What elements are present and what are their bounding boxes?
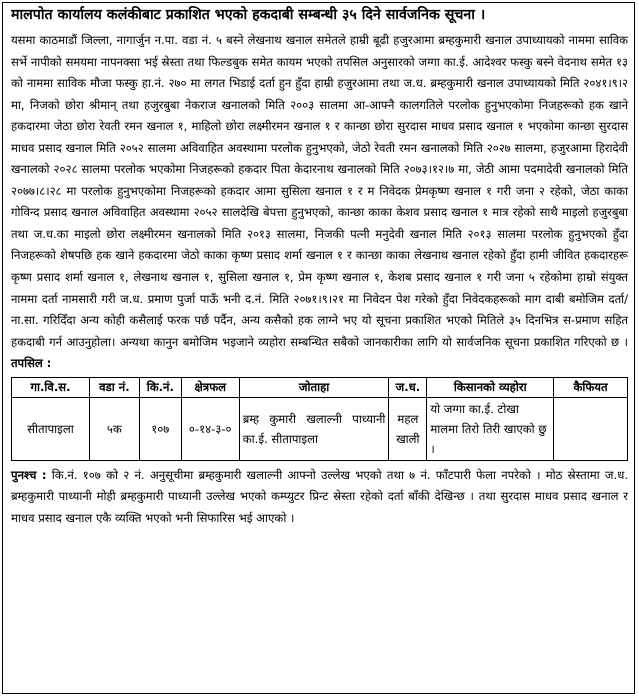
col-header-jadha: ज.ध. xyxy=(389,377,427,397)
cell-kisan: यो जग्गा का.ई. टोखा मालमा तिरो तिरी खाएको छु । xyxy=(427,397,554,460)
cell-gavisa: सीतापाइला xyxy=(12,397,90,460)
tapasil-label: तपसिल : xyxy=(11,356,52,371)
cell-jotaha: ब्रम्ह कुमारी खलाल्नी पाध्यानी का.ई. सीतापाइला xyxy=(239,397,389,460)
col-header-gavisa: गा.वि.स. xyxy=(12,377,90,397)
notice-body-text: यसमा काठमाडौं जिल्ला, नागार्जुन न.पा. वडा नं. ५ बस्ने लेखनाथ खनाल समेतले हाम्री बूढी हजुरआमा ब्रम्हकुमारी खनाल उपाध्यायको नाममा साविक सर्भे नापीको समयमा नापनक्सा भई स्रेस्ता तथा फिल्डबुक समेत कायम भएको तपसिल अनुसारको जग्गा का.ई. आदेश्वर फस्कु बस्ने वेदनाथ समेत १३ को नाममा साविक मौजा फस्कु हा.नं. २७० मा लगत भिडाई दर्ता हुन हुँदा हाम्री हजुरआमा तथा ज.ध. ब्रम्हकुमारी खनाल उपाध्यायको मिति २०४१।९।२ मा, निजको छोरा श्रीमान् तथा हजुरबुबा नेकराज खनालको मिति २००३ सालमा आ-आफ्नै कालगतिले परलोक हुनुभएकोमा निजहरूको हक खाने हकदारमा जेठा छोरा रेवती रमन खनाल १, माहिलो छोरा लक्ष्मीरमन खनाल १ र कान्छा छोरा सुरदास माधव प्रसाद खनाल १ भएकोमा कान्छा सुरदास माधव प्रसाद खनाल मिति २०५२ सालमा अविवाहित अवस्थामा परलोक हुनुभएको, जेठो रेवती रमन खनालको मिति २०२७ सालमा, हजुरआमा हिरादेवी खनालको २०२८ सालमा परलोक भएकोमा निजहरूको हकदार पिता केदारनाथ खनालको मिति २०७३।१२।७ मा, जेठी आमा पदमादेवी खनालको मिति २०७७।८।२८ मा परलोक हुनुभएकोमा निजहरूको हकदार आमा सुसिला खनाल १ र म निवेदक प्रेमकृष्ण खनाल १ गरी जना २ रहेको, जेठा काका गोविन्द प्रसाद खनाल अविवाहित अवस्थामा २०५२ सालदेखि बेपत्ता हुनुभएको, कान्छा काका केशव प्रसाद खनाल १ मात्र रहेको साथै माइलो हजुरबुबा तथा ज.ध.का माइलो छोरा लक्ष्मीरमन खनालको मिति २०१३ सालमा, निजकी पत्नी मनुदेवी खनाल मिति २०१३ सालमा परलोक हुनुभएको हुँदा निजहरूको शेषपछि हक खाने हकदारमा जेठो काका कृष्ण प्रसाद शर्मा खनाल १ र कान्छा काका लेखनाथ खनाल रहेको हुँदा हामी जीवित हकदारहरू कृष्ण प्रसाद शर्मा खनाल १, लेखनाथ खनाल १, सुसिला खनाल १, प्रेम कृष्ण खनाल १, केशब प्रसाद खनाल १ गरी जना ५ रहेकोमा हाम्रो संयुक्त नाममा दर्ता नामसारी गरी ज.ध. प्रमाण पुर्जा पाऊँ भनी द.नं. मिति २०७१।९।२१ मा निवेदन पेश गरेको हुँदा निवेदकहरूको माग दाबी बमोजिम दर्ता/ना.सा. गरिदिँदा अन्य कोही कसैलाई फरक पर्छ पर्दैन, अन्य कसैको हक लाग्ने भए यो सूचना प्रकाशित भएको मितिले ३५ दिनभित्र स-प्रमाण सहित हकदाबी गर्न आउनुहोला। अन्यथा कानुन बमोजिम भइजाने व्यहोरा सम्बन्धित सबैको जानकारीका लागि यो सार्वजनिक सूचना प्रकाशित गरिएको छ । xyxy=(11,33,628,349)
cell-kitta: १०७ xyxy=(139,397,181,460)
col-header-jotaha: जोताहा xyxy=(239,377,389,397)
col-header-kitta: कि.नं. xyxy=(139,377,181,397)
col-header-ward: वडा नं. xyxy=(89,377,139,397)
col-header-kisan: किसानको व्यहोरा xyxy=(427,377,554,397)
land-details-table xyxy=(11,377,628,461)
postscript-text: कि.नं. १०७ को २ नं. अनुसूचीमा ब्रम्हकुमारी खलाल्नी आफ्नो उल्लेख भएको तथा ७ नं. फाँटपारी फेला नपरेको । मोठ स्रेस्तामा ज.ध. ब्रम्हकुमारी पाध्यानी मोही ब्रम्हकुमारी पाध्यानी उल्लेख भएको कम्प्युटर प्रिन्ट स्रेस्ता रहेको दर्ता बाँकी देखिन्छ । तथा सुरदास माधव प्रसाद खनाल र माधव प्रसाद खनाल एकै व्यक्ति भएको भनी सिफारिस भई आएको । xyxy=(11,467,629,525)
col-header-area: क्षेत्रफल xyxy=(181,377,239,397)
cell-area: ०-१४-३-० xyxy=(181,397,239,460)
cell-remarks xyxy=(554,397,628,460)
table-row xyxy=(12,397,628,460)
table-header-row xyxy=(12,377,628,397)
cell-ward: ५क xyxy=(89,397,139,460)
notice-title: मालपोत कार्यालय कलंकीबाट प्रकाशित भएको हकदाबी सम्बन्धी ३५ दिने सार्वजनिक सूचना । xyxy=(11,7,486,23)
notice-body xyxy=(11,30,628,375)
postscript xyxy=(11,465,628,530)
postscript-label: पुनश्च : xyxy=(11,467,47,482)
public-notice xyxy=(2,2,635,694)
col-header-remarks: कैफियत xyxy=(554,377,628,397)
cell-jadha: महल खाली xyxy=(389,397,427,460)
